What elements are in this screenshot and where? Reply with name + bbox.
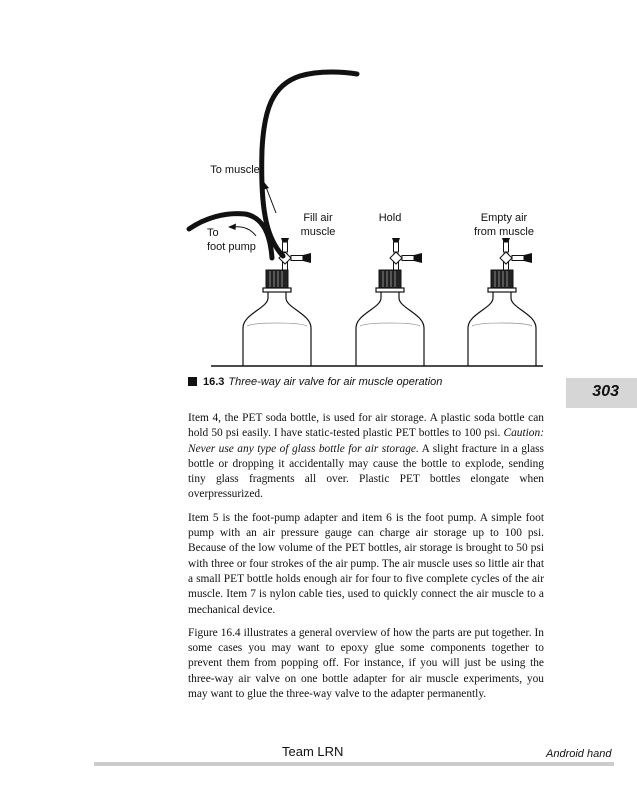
label-empty-air: Empty air from muscle xyxy=(474,212,534,238)
paragraph-1: Item 4, the PET soda bottle, is used for air storage. A plastic soda bottle can hold 50 psi easily. I have static-tested plastic PET bottles to 100 psi. Caution: Never use any type of glass bottle for air storage. A slight fracture in a glass bottle or dropping it accidentally may cause the bottle to explode, sending tiny glass fragments all over. Plastic PET bottles elongate when overpressurized. xyxy=(188,412,544,501)
body-text xyxy=(188,411,544,710)
three-way-valve-figure xyxy=(0,0,637,380)
caption-square-icon xyxy=(188,377,197,386)
label-to-foot-pump: To foot pump xyxy=(207,227,256,253)
page-number: 303 xyxy=(592,383,619,400)
caution-note: Caution: Never use any type of glass bottle for air storage. xyxy=(188,427,544,455)
label-hold: Hold xyxy=(378,212,402,224)
figure-title: Three-way air valve for air muscle operation xyxy=(228,376,443,388)
figure-number: 16.3 xyxy=(203,376,225,388)
label-to-muscle: To muscle xyxy=(210,164,260,176)
footer-rule xyxy=(94,762,614,766)
paragraph-2: Item 5 is the foot-pump adapter and item 6 is the foot pump. A simple foot pump with an air pressure gauge can charge air storage up to 100 psi. Because of the low volume of the PET bottles, air storage is brought to 50 psi with three or four strokes of the air pump. The air muscle uses so little air that a small PET bottle holds enough air for four to five complete cycles of the air muscle. Item 7 is nylon cable ties, used to quickly connect the air muscle to a mechanical device. xyxy=(188,511,544,616)
page-number-tab xyxy=(566,378,637,408)
footer-team-label: Team LRN xyxy=(282,744,344,759)
footer-running-title: Android hand xyxy=(546,748,612,760)
figure-caption xyxy=(188,376,442,388)
paragraph-3: Figure 16.4 illustrates a general overview of how the parts are put together. In some cases you may want to epoxy glue some components together to prevent them from popping off. For instance, if you will just be using the three-way air valve on one bottle adapter for air muscle experiments, you may want to glue the three-way valve to the adapter permanently. xyxy=(188,626,544,701)
label-fill-air-muscle: Fill air muscle xyxy=(300,212,336,238)
